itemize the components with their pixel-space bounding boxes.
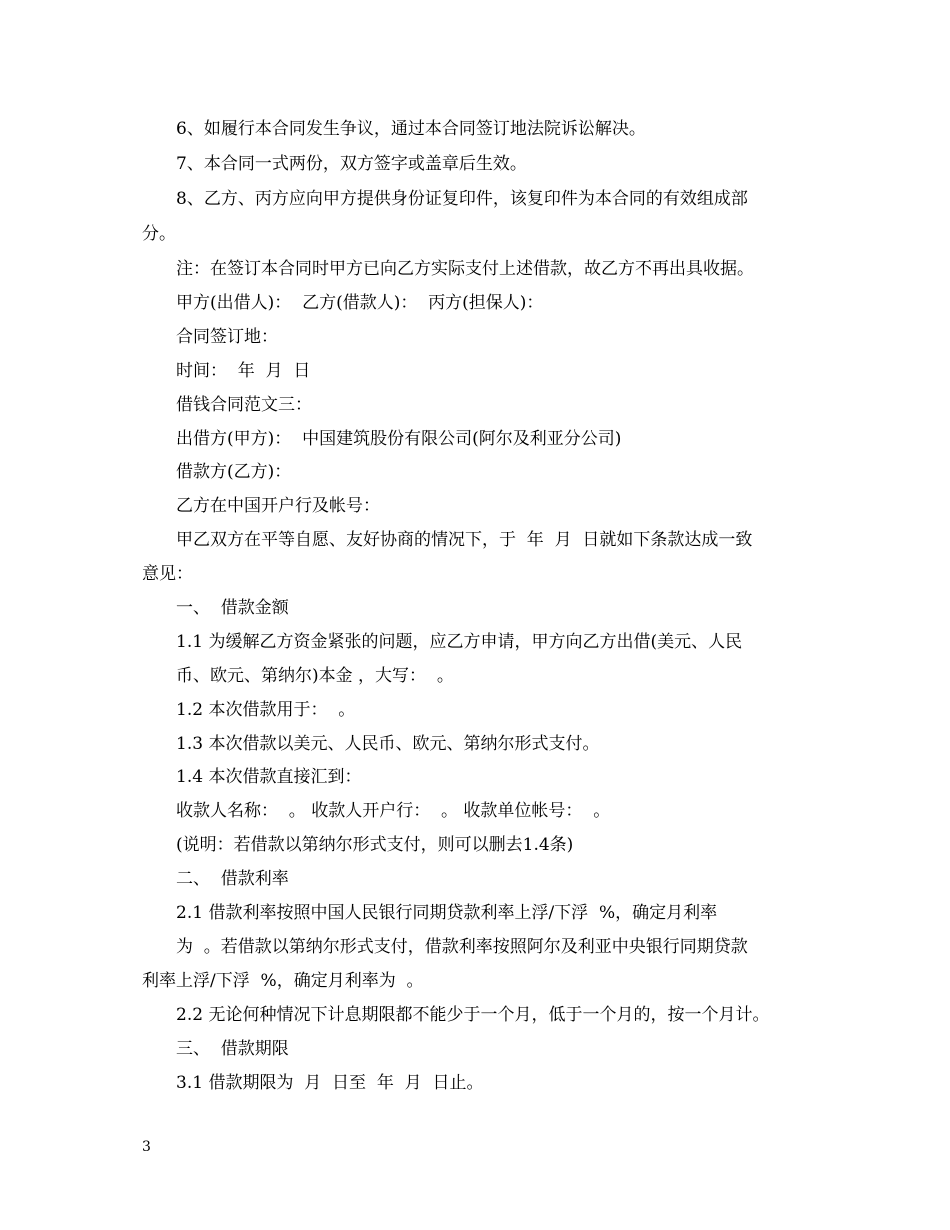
text-line-15: 一、 借款金额 <box>176 598 289 618</box>
text-line-12: 乙方在中国开户行及帐号： <box>176 496 380 516</box>
text-line-8: 时间： 年 月 日 <box>176 361 311 381</box>
text-line-18: 1.2 本次借款用于： 。 <box>176 700 356 720</box>
text-line-5: 注：在签订本合同时甲方已向乙方实际支付上述借款，故乙方不再出具收据。 <box>176 259 754 279</box>
text-line-11: 借款方(乙方)： <box>176 462 292 482</box>
text-line-19: 1.3 本次借款以美元、人民币、欧元、第纳尔形式支付。 <box>176 734 600 754</box>
text-line-28: 三、 借款期限 <box>176 1039 289 1059</box>
text-line-6: 甲方(出借人)： 乙方(借款人)： 丙方(担保人)： <box>176 293 544 313</box>
text-line-14: 意见： <box>142 564 193 584</box>
text-line-24: 2.1 借款利率按照中国人民银行同期贷款利率上浮/下浮 %，确定月利率 <box>176 903 718 923</box>
text-line-25: 为 。若借款以第纳尔形式支付，借款利率按照阿尔及利亚中央银行同期贷款 <box>176 937 748 957</box>
text-line-3: 8、乙方、丙方应向甲方提供身份证复印件，该复印件为本合同的有效组成部 <box>176 189 748 209</box>
text-line-7: 合同签订地： <box>176 327 278 347</box>
text-line-1: 6、如履行本合同发生争议，通过本合同签订地法院诉讼解决。 <box>176 119 646 139</box>
text-line-16: 1.1 为缓解乙方资金紧张的问题，应乙方申请，甲方向乙方出借(美元、人民 <box>176 632 743 652</box>
text-line-23: 二、 借款利率 <box>176 869 289 889</box>
text-line-4: 分。 <box>142 224 176 244</box>
text-line-21: 收款人名称： 。 收款人开户行： 。 收款单位帐号： 。 <box>176 801 611 821</box>
text-line-29: 3.1 借款期限为 月 日至 年 月 日止。 <box>176 1073 484 1093</box>
text-line-27: 2.2 无论何种情况下计息期限都不能少于一个月，低于一个月的，按一个月计。 <box>176 1005 770 1025</box>
text-line-20: 1.4 本次借款直接汇到： <box>176 767 362 787</box>
text-line-26: 利率上浮/下浮 %，确定月利率为 。 <box>142 971 424 991</box>
page-number: 3 <box>142 1139 151 1155</box>
text-line-22: (说明：若借款以第纳尔形式支付，则可以删去1.4条) <box>176 835 574 855</box>
text-line-9: 借钱合同范文三： <box>176 395 312 415</box>
text-line-10: 出借方(甲方)： 中国建筑股份有限公司(阿尔及利亚分公司) <box>176 429 622 449</box>
text-line-17: 币、欧元、第纳尔)本金 ，大写： 。 <box>176 666 454 686</box>
text-line-13: 甲乙双方在平等自愿、友好协商的情况下，于 年 月 日就如下条款达成一致 <box>176 530 753 550</box>
text-line-2: 7、本合同一式两份，双方签字或盖章后生效。 <box>176 154 527 174</box>
